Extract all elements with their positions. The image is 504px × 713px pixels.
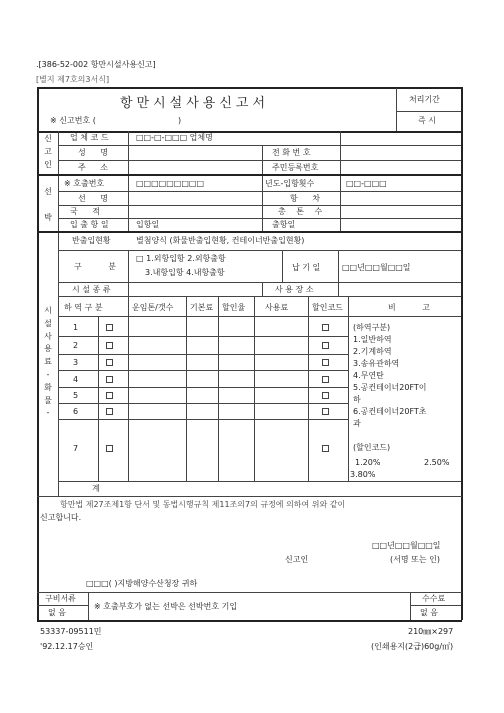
required-docs-value: 없 음 xyxy=(48,608,66,617)
call-sign-value[interactable]: □□□□□□□□□ xyxy=(136,179,205,188)
cargo-type-checkbox[interactable] xyxy=(106,376,113,383)
vessel-group-label: 선 박 xyxy=(44,187,52,222)
row-number: 7 xyxy=(73,444,79,453)
reporter-group-label: 신 고 인 xyxy=(44,134,52,169)
col-header-tonnage: 운임톤/갯수 xyxy=(132,303,174,312)
col-header-discount-rate: 할인율 xyxy=(222,303,246,312)
declaration-date[interactable]: □□년□□월□□일 xyxy=(372,541,441,550)
nationality-label: 국 적 xyxy=(70,207,106,216)
voyage-label: 항 차 xyxy=(290,194,326,203)
fee-value: 없 음 xyxy=(420,608,438,617)
category-option-1[interactable]: □ 1.외항입항 2.외항출항 xyxy=(136,254,226,263)
discount-code-checkbox[interactable] xyxy=(322,408,329,415)
signature-field[interactable]: (서명 또는 인) xyxy=(390,555,440,564)
discount-code-checkbox[interactable] xyxy=(322,376,329,383)
addressee: □□□( )지방해양수산청장 귀하 xyxy=(86,579,198,588)
document-code: .[386-52-002 항만시설사용신고] xyxy=(36,60,156,69)
ship-name-label: 선 명 xyxy=(78,194,114,203)
discount-code-checkbox[interactable] xyxy=(322,324,329,331)
company-code-value[interactable]: □□-□-□□□ 업체명 xyxy=(136,133,213,142)
address-label: 주 소 xyxy=(78,163,114,172)
paper-spec: (인쇄용지(2급)60g/㎡) xyxy=(371,642,454,651)
declaration-text: 항만법 제27조제1항 단서 및 동법시행규칙 제11조의7의 규정에 의하여 위와 같이 xyxy=(60,500,346,509)
out-date-label: 출항일 xyxy=(272,220,296,229)
row-number: 2 xyxy=(73,341,79,350)
total-label: 계 xyxy=(92,484,100,493)
discount-code-checkbox[interactable] xyxy=(322,445,329,452)
col-header-fee: 사용료 xyxy=(265,303,289,312)
discount-code-checkbox[interactable] xyxy=(322,392,329,399)
company-code-label: 업 체 코 드 xyxy=(70,133,109,142)
cargo-type-checkbox[interactable] xyxy=(106,408,113,415)
processing-period-label: 처리기간 xyxy=(409,95,440,104)
cargo-type-checkbox[interactable] xyxy=(106,392,113,399)
cargo-type-checkbox[interactable] xyxy=(106,445,113,452)
form-code: 53337-09511민 xyxy=(40,627,102,636)
use-place-label: 사 용 장 소 xyxy=(275,285,314,294)
cargo-type-checkbox[interactable] xyxy=(106,342,113,349)
discount-code-1: 1.20% xyxy=(355,458,381,467)
due-date-label: 납 기 일 xyxy=(292,263,321,272)
declaration-text-end: 신고합니다. xyxy=(40,513,82,522)
col-header-cargo-type: 하 역 구 분 xyxy=(64,303,103,312)
cargo-type-checkbox[interactable] xyxy=(106,324,113,331)
due-date-value[interactable]: □□년□□월□□일 xyxy=(342,263,411,272)
report-number-close: ) xyxy=(178,116,182,125)
cargo-type-checkbox[interactable] xyxy=(106,359,113,366)
usage-group-label: 시 설 사 용 료 - 화 물 - xyxy=(44,306,52,418)
col-header-discount-code: 할인코드 xyxy=(312,303,343,312)
discount-code-checkbox[interactable] xyxy=(322,342,329,349)
report-number-label: ※ 신고번호 ( xyxy=(50,116,96,125)
discount-code-2: 2.50% xyxy=(424,458,450,467)
processing-period-value: 즉 시 xyxy=(418,116,436,125)
col-header-base-fee: 기본료 xyxy=(190,303,214,312)
form-reference: [별지 제7호의3서식] xyxy=(36,75,110,84)
approval-date: '92.12.17승인 xyxy=(40,642,94,651)
resident-number-label: 주민등록번호 xyxy=(272,163,319,172)
year-voyage-label: 년도-입항횟수 xyxy=(265,179,315,188)
fee-label: 수수료 xyxy=(422,594,446,603)
cargo-status-label: 반출입현황 xyxy=(72,236,111,245)
category-label: 구 분 xyxy=(74,262,128,271)
remarks-list: (하역구분) 1.일반하역 2.기계하역 3.송유관하역 4.무연탄 5.공컨테이너20FT이 하 6.공컨테이너20FT초 과 (할인코드) xyxy=(353,323,427,452)
facility-type-label: 시 설 종 류 xyxy=(72,285,111,294)
col-header-remarks: 비 고 xyxy=(388,303,442,312)
name-label: 성 명 xyxy=(78,148,114,157)
row-number: 1 xyxy=(73,323,79,332)
year-voyage-value[interactable]: □□-□□□ xyxy=(346,179,387,188)
row-number: 3 xyxy=(73,358,79,367)
row-number: 5 xyxy=(73,391,79,400)
category-option-2[interactable]: 3.내항입항 4.내항출항 xyxy=(145,268,225,277)
tonnage-label: 총 톤 수 xyxy=(278,207,327,216)
inout-date-label: 입 출 항 일 xyxy=(70,220,109,229)
cargo-status-value: 별첨양식 (화물반출입현황, 컨테이너반출입현황) xyxy=(136,236,305,245)
phone-label: 전 화 번 호 xyxy=(272,148,311,157)
discount-code-3: 3.80% xyxy=(350,470,376,479)
row-number: 4 xyxy=(73,375,79,384)
required-docs-label: 구비서류 xyxy=(45,594,76,603)
signer-label: 신고인 xyxy=(285,555,309,564)
call-sign-label: ※ 호출번호 xyxy=(64,179,105,188)
paper-size: 210㎜×297 xyxy=(408,627,454,636)
discount-code-checkbox[interactable] xyxy=(322,359,329,366)
form-title: 항만시설사용신고서 xyxy=(120,96,270,111)
row-number: 6 xyxy=(73,407,79,416)
in-date-label: 입항일 xyxy=(136,220,160,229)
call-sign-note: ※ 호출부호가 없는 선박은 선박번호 기입 xyxy=(94,602,238,611)
